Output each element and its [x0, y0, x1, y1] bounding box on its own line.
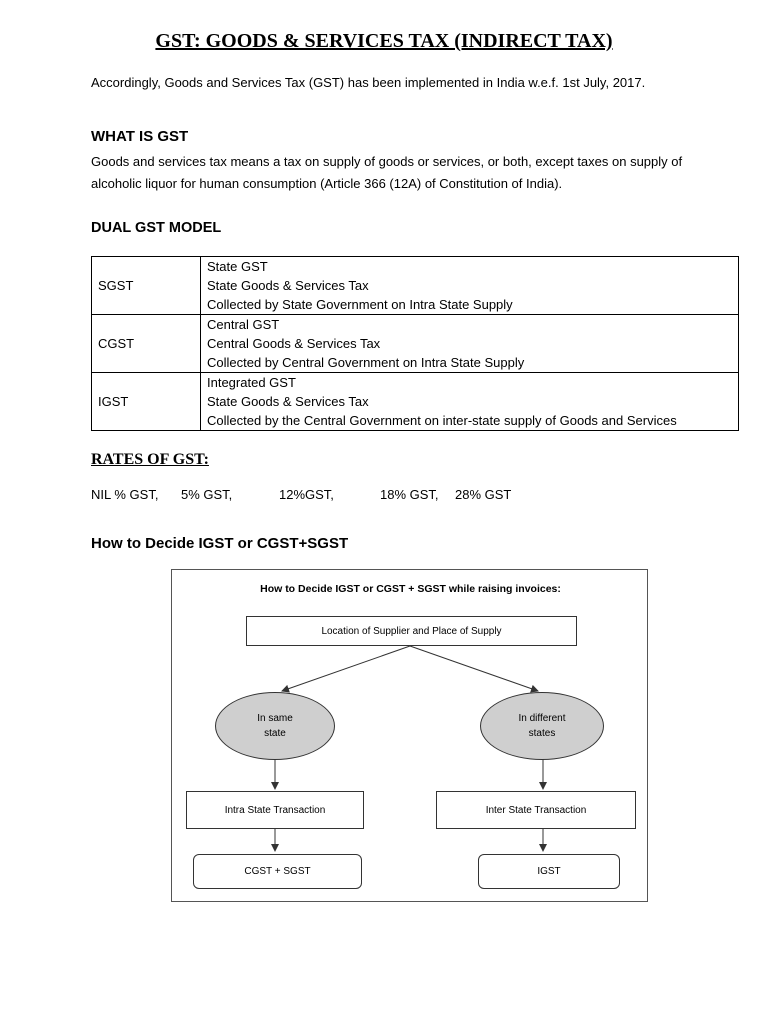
description-line: Collected by the Central Government on inter-state supply of Goods and Services: [207, 413, 677, 428]
root-node-label: Location of Supplier and Place of Supply: [321, 625, 502, 637]
rate-item: 12%GST,: [279, 487, 334, 502]
root-node: [246, 616, 577, 646]
igst-result-node: [478, 854, 620, 889]
different-states-label-line: states: [528, 728, 556, 739]
cgst-sgst-result-label: CGST + SGST: [244, 866, 311, 877]
description-line: Integrated GST: [207, 375, 296, 390]
arrow-root-to-left: [282, 646, 410, 691]
table-cell-description: [201, 315, 739, 373]
description-line: State Goods & Services Tax: [207, 394, 369, 409]
table-cell-code: SGST: [92, 257, 201, 315]
same-state-label-line: state: [264, 728, 286, 739]
different-states-label-line: In different: [518, 713, 566, 724]
description-line: Central GST: [207, 317, 280, 332]
table-cell-code: CGST: [92, 315, 201, 373]
different-states-node: [480, 692, 604, 760]
table-cell-description: [201, 373, 739, 431]
what-is-gst-paragraph: Goods and services tax means a tax on supply of goods or services, or both, except taxes on supply of alcoholic liquor for human consumption (Article 366 (12A) of Constitution of India).: [91, 154, 683, 191]
intra-state-label: Intra State Transaction: [224, 804, 326, 816]
rate-item: 18% GST,: [380, 487, 439, 502]
rate-item: 28% GST: [455, 487, 512, 502]
rate-item: 5% GST,: [181, 487, 233, 502]
intra-state-node: [186, 791, 364, 829]
arrow-root-to-right: [410, 646, 538, 691]
intro-paragraph: Accordingly, Goods and Services Tax (GST) has been implemented in India w.e.f. 1st July, 2017.: [91, 75, 646, 90]
description-line: Central Goods & Services Tax: [207, 336, 381, 351]
inter-state-node: [436, 791, 636, 829]
what-is-gst-heading: WHAT IS GST: [91, 128, 189, 145]
same-state-label-line: In same: [257, 713, 293, 724]
how-to-decide-heading: How to Decide IGST or CGST+SGST: [91, 535, 349, 552]
table-row: [92, 315, 739, 373]
inter-state-label: Inter State Transaction: [485, 804, 587, 816]
dual-gst-model-heading: DUAL GST MODEL: [91, 220, 222, 236]
description-line: State Goods & Services Tax: [207, 278, 369, 293]
same-state-node: [215, 692, 335, 760]
description-line: State GST: [207, 259, 268, 274]
table-row: [92, 257, 739, 315]
description-line: Collected by Central Government on Intra State Supply: [207, 355, 525, 370]
rates-of-gst-heading: RATES OF GST:: [91, 451, 209, 468]
document-title: GST: GOODS & SERVICES TAX (INDIRECT TAX): [155, 30, 613, 52]
table-row: [92, 373, 739, 431]
flowchart-title: How to Decide IGST or CGST + SGST while raising invoices:: [260, 583, 561, 595]
decision-flowchart: [171, 569, 648, 902]
description-line: Collected by State Government on Intra State Supply: [207, 297, 513, 312]
igst-result-label: IGST: [537, 866, 561, 877]
rate-item: NIL % GST,: [91, 487, 159, 502]
table-cell-code: IGST: [92, 373, 201, 431]
table-cell-description: [201, 257, 739, 315]
cgst-sgst-result-node: [193, 854, 362, 889]
dual-gst-table: [91, 256, 739, 431]
